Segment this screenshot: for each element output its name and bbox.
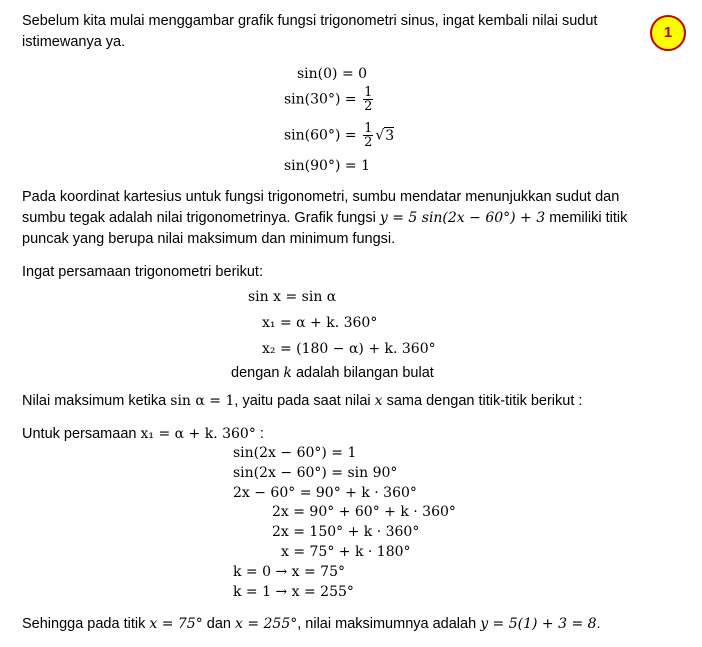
step-line: x = 75° + k · 180° (281, 544, 411, 560)
x1-solution: x₁ = α + k. 360° (262, 315, 378, 331)
step-line: 2x − 60° = 90° + k · 360° (233, 485, 417, 501)
para2-line-1: Pada koordinat kartesius untuk fungsi trigonometri, sumbu mendatar menunjukkan sudut dan (22, 189, 620, 205)
fraction-one-half-b: $\frac{1}{2}$ (364, 121, 373, 150)
step-line: k = 1 → x = 255° (233, 584, 354, 600)
fraction-one-half: $\frac{1}{2}$ (364, 85, 373, 114)
step-line: sin(2x − 60°) = sin 90° (233, 465, 398, 481)
sin90-equation: sin(90°) = 1 (284, 158, 370, 174)
x2-solution: x₂ = (180 − α) + k. 360° (262, 341, 436, 357)
page-number-badge: 1 (650, 15, 686, 51)
conclusion: Sehingga pada titik x = 75° dan x = 255°, nilai maksimumnya adalah y = 5(1) + 3 = 8. (22, 616, 601, 632)
function-equation: y = 5 sin(2x − 60°) + 3 (379, 210, 546, 226)
step-line: sin(2x − 60°) = 1 (233, 445, 357, 461)
sin30-equation: sin(30°) = $\frac{1}{2}$ (284, 85, 373, 114)
para3-heading: Ingat persamaan trigonometri berikut: (22, 264, 263, 280)
para2-line-3: puncak yang berupa nilai maksimum dan minimum fungsi. (22, 231, 396, 247)
integer-note: dengan k adalah bilangan bulat (231, 365, 434, 381)
identity-equation: sin x = sin α (248, 289, 337, 305)
step-line: 2x = 90° + 60° + k · 360° (272, 504, 456, 520)
step-line: k = 0 → x = 75° (233, 564, 345, 580)
max-condition: Nilai maksimum ketika sin α = 1, yaitu pada saat nilai x sama dengan titik-titik berikut : (22, 393, 583, 409)
step-line: 2x = 150° + k · 360° (272, 524, 420, 540)
intro-line-2: istimewanya ya. (22, 34, 126, 50)
sin60-equation: sin(60°) = $\frac{1}{2}$ √3 (284, 121, 395, 150)
sin0-equation: sin(0) = 0 (297, 66, 368, 82)
para2-line-2: sumbu tegak adalah nilai trigonometrinya. Grafik fungsi y = 5 sin(2x − 60°) + 3 memiliki titik (22, 210, 628, 226)
intro-line-1: Sebelum kita mulai menggambar grafik fungsi trigonometri sinus, ingat kembali nilai sudut (22, 13, 598, 29)
x1-case-heading: Untuk persamaan x₁ = α + k. 360° : (22, 426, 264, 442)
sqrt-sign-icon: √ (375, 127, 385, 144)
